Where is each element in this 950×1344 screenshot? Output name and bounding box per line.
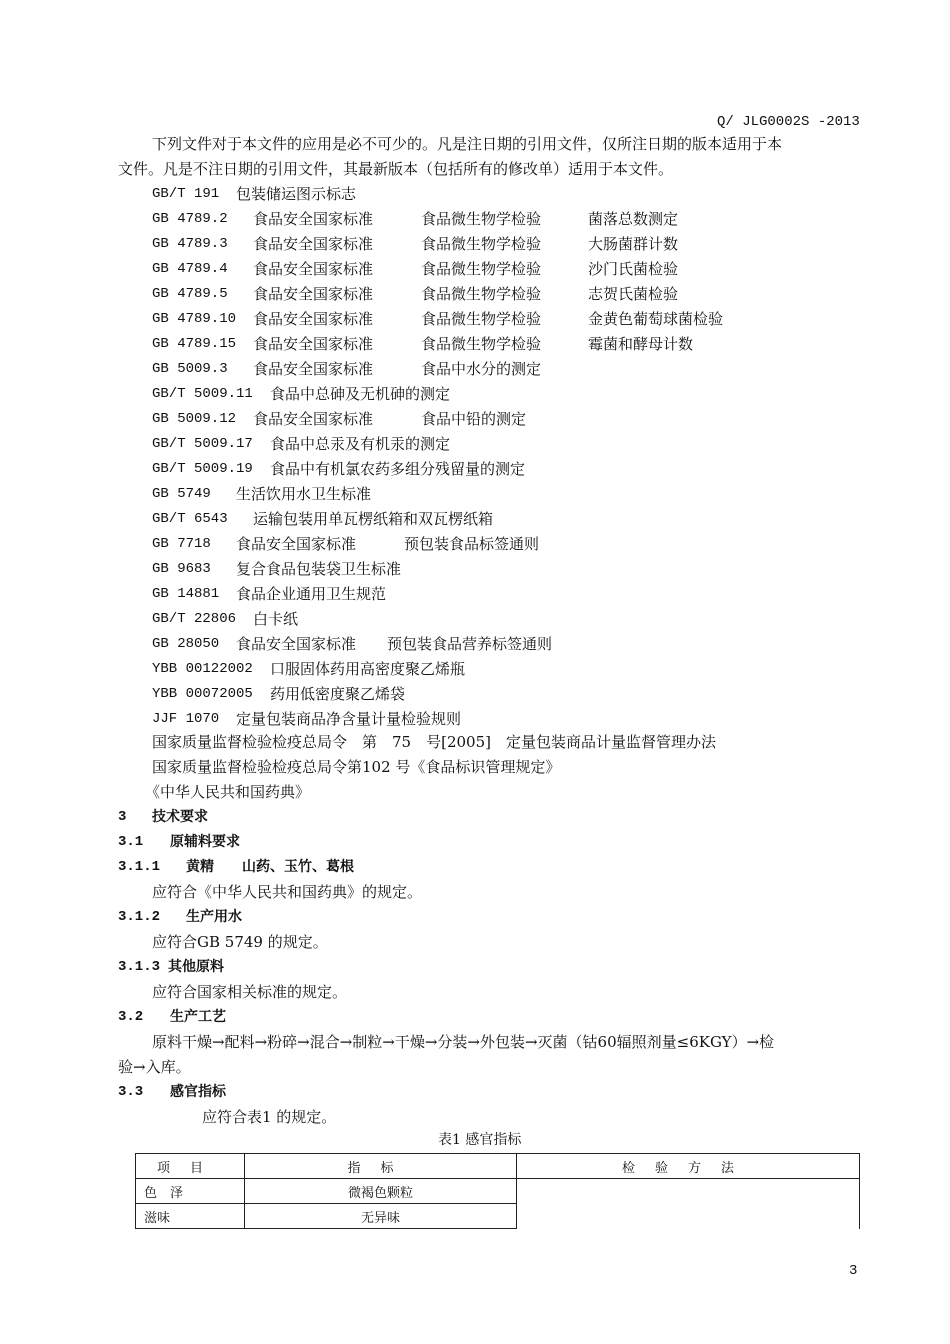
section-3-1-title: 原辅料要求 [170, 834, 240, 850]
section-3-3-body: 应符合表1 的规定。 [202, 1108, 337, 1126]
section-3-3-title: 感官指标 [170, 1084, 226, 1100]
reference-title-c2: 食品微生物学检验 [421, 210, 542, 228]
reference-title-c3: 菌落总数测定 [588, 210, 679, 228]
reference-title-c1: 食品中总砷及无机砷的测定 [270, 385, 451, 403]
section-3-2-title: 生产工艺 [170, 1009, 226, 1025]
reference-code: GB 4789.5 [152, 286, 228, 302]
reference-title-c1: 食品安全国家标准 [253, 360, 374, 378]
header-indicator: 指标 [245, 1154, 517, 1179]
reference-code: GB/T 5009.11 [152, 386, 253, 402]
section-3-1-3-number: 3.1.3 [118, 959, 161, 975]
reference-code: GB 28050 [152, 636, 220, 652]
reference-title-c2: 食品微生物学检验 [421, 235, 542, 253]
method-cell [517, 1179, 860, 1229]
reference-title-c1: 定量包装商品净含量计量检验规则 [236, 710, 462, 728]
section-3-2-number: 3.2 [118, 1009, 144, 1025]
reference-title-c3: 霉菌和酵母计数 [588, 335, 694, 353]
reference-code: GB/T 191 [152, 186, 220, 202]
section-3-1-3-body: 应符合国家相关标准的规定。 [152, 983, 348, 1001]
reference-title-c1: 口服固体药用高密度聚乙烯瓶 [270, 660, 466, 678]
section-3-2-body-line-2: 验→入库。 [118, 1058, 191, 1076]
intro-line-1: 下列文件对于本文件的应用是必不可少的。凡是注日期的引用文件，仅所注日期的版本适用于本 [152, 135, 783, 153]
page-number: 3 [849, 1263, 858, 1279]
section-3-1-3-title: 其他原料 [168, 959, 224, 975]
section-3-title: 技术要求 [152, 809, 208, 825]
reference-title-c2: 食品中铅的测定 [421, 410, 527, 428]
reference-title-c2: 食品微生物学检验 [421, 260, 542, 278]
reference-code: GB 4789.2 [152, 211, 228, 227]
reference-title-c3: 大肠菌群计数 [588, 235, 679, 253]
header-method: 检验方法 [517, 1154, 860, 1179]
reference-title-c3: 金黄色葡萄球菌检验 [588, 310, 724, 328]
section-3-1-2-body: 应符合GB 5749 的规定。 [152, 933, 328, 951]
reference-code: JJF 1070 [152, 711, 220, 727]
table-1-caption: 表1 感官指标 [438, 1132, 522, 1148]
document-code: Q/ JLG0002S -2013 [717, 114, 860, 130]
section-3-3-number: 3.3 [118, 1084, 144, 1100]
reference-title-c2: 预包装食品营养标签通则 [387, 635, 553, 653]
table-row [136, 1179, 860, 1204]
reference-code: YBB 00122002 [152, 661, 253, 677]
section-3-1-1-body: 应符合《中华人民共和国药典》的规定。 [152, 883, 423, 901]
reference-code: GB 4789.10 [152, 311, 237, 327]
reference-title-c2: 食品中水分的测定 [421, 360, 542, 378]
reference-code: GB 9683 [152, 561, 211, 577]
row-item: 色 泽 [136, 1179, 245, 1204]
reference-title-c2: 食品微生物学检验 [421, 310, 542, 328]
decree-75: 国家质量监督检验检疫总局令 第 75 号[2005] 定量包装商品计量监督管理办法 [152, 733, 716, 751]
section-3-2-body-line-1: 原料干燥→配料→粉碎→混合→制粒→干燥→分装→外包装→灭菌（钴60辐照剂量≤6KGY）→检 [152, 1033, 775, 1051]
section-3-1-number: 3.1 [118, 834, 144, 850]
reference-title-c1: 食品安全国家标准 [236, 535, 357, 553]
row-value: 无异味 [245, 1204, 517, 1229]
reference-title-c1: 食品中总汞及有机汞的测定 [270, 435, 451, 453]
reference-title-c1: 食品安全国家标准 [236, 635, 357, 653]
reference-code: GB 14881 [152, 586, 220, 602]
section-3-number: 3 [118, 809, 127, 825]
reference-title-c1: 包装储运图示标志 [236, 185, 357, 203]
reference-title-c1: 食品安全国家标准 [253, 310, 374, 328]
reference-code: GB 7718 [152, 536, 211, 552]
reference-title-c3: 志贺氏菌检验 [588, 285, 679, 303]
reference-code: GB 5009.12 [152, 411, 237, 427]
section-3-1-2-title: 生产用水 [186, 909, 242, 925]
reference-code: YBB 00072005 [152, 686, 253, 702]
reference-title-c1: 食品安全国家标准 [253, 260, 374, 278]
reference-title-c2: 食品微生物学检验 [421, 335, 542, 353]
reference-title-c1: 食品安全国家标准 [253, 410, 374, 428]
reference-title-c1: 食品安全国家标准 [253, 235, 374, 253]
reference-code: GB 4789.15 [152, 336, 237, 352]
reference-title-c1: 生活饮用水卫生标准 [236, 485, 372, 503]
row-item: 滋味 [136, 1204, 245, 1229]
sensory-table [135, 1153, 860, 1229]
decree-102: 国家质量监督检验检疫总局令第102 号《食品标识管理规定》 [152, 758, 561, 776]
reference-title-c1: 运输包装用单瓦楞纸箱和双瓦楞纸箱 [253, 510, 494, 528]
row-value: 微褐色颗粒 [245, 1179, 517, 1204]
reference-title-c1: 白卡纸 [253, 610, 299, 628]
reference-code: GB 5749 [152, 486, 211, 502]
reference-code: GB/T 5009.19 [152, 461, 253, 477]
reference-title-c1: 食品安全国家标准 [253, 335, 374, 353]
reference-code: GB/T 22806 [152, 611, 237, 627]
reference-title-c2: 食品微生物学检验 [421, 285, 542, 303]
pharmacopoeia-ref: 《中华人民共和国药典》 [145, 783, 311, 801]
reference-code: GB 5009.3 [152, 361, 228, 377]
intro-line-2: 文件。凡是不注日期的引用文件，其最新版本（包括所有的修改单）适用于本文件。 [118, 160, 674, 178]
reference-title-c2: 预包装食品标签通则 [404, 535, 540, 553]
reference-title-c1: 食品中有机氯农药多组分残留量的测定 [270, 460, 526, 478]
reference-code: GB 4789.4 [152, 261, 228, 277]
reference-title-c1: 食品企业通用卫生规范 [236, 585, 387, 603]
reference-code: GB/T 6543 [152, 511, 228, 527]
reference-title-c3: 沙门氏菌检验 [588, 260, 679, 278]
reference-title-c1: 食品安全国家标准 [253, 285, 374, 303]
section-3-1-2-number: 3.1.2 [118, 909, 161, 925]
header-item: 项目 [136, 1154, 245, 1179]
section-3-1-1-title: 黄精 山药、玉竹、葛根 [186, 859, 354, 875]
table-header-row [136, 1154, 860, 1179]
reference-title-c1: 药用低密度聚乙烯袋 [270, 685, 406, 703]
reference-title-c1: 复合食品包装袋卫生标准 [236, 560, 402, 578]
reference-title-c1: 食品安全国家标准 [253, 210, 374, 228]
reference-code: GB 4789.3 [152, 236, 228, 252]
section-3-1-1-number: 3.1.1 [118, 859, 161, 875]
reference-code: GB/T 5009.17 [152, 436, 253, 452]
